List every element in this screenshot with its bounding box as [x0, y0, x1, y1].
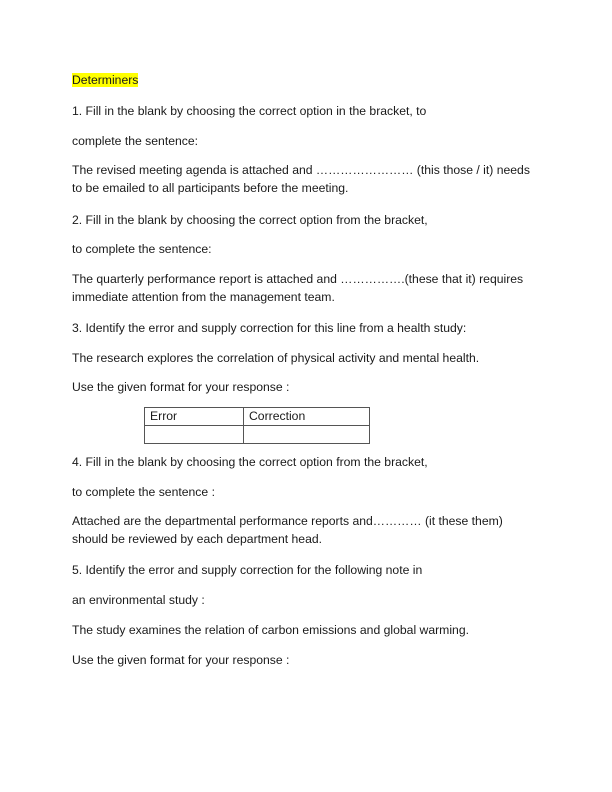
q5-instruction-line2: an environmental study : [72, 593, 205, 607]
error-cell[interactable] [145, 426, 244, 444]
q3-format-note: Use the given format for your response : [72, 380, 290, 394]
q2-instruction-line2: to complete the sentence: [72, 242, 212, 256]
q5-format-note: Use the given format for your response : [72, 653, 290, 667]
table-row [145, 426, 370, 444]
q3-instruction: 3. Identify the error and supply correction for this line from a health study: [72, 321, 467, 335]
correction-cell[interactable] [244, 426, 370, 444]
q2-instruction-line1: 2. Fill in the blank by choosing the correct option from the bracket, [72, 213, 428, 227]
q1-sentence: The revised meeting agenda is attached and …………………… (this those / it) needs to be emailed to all participants before the meeting. [72, 163, 530, 195]
correction-header: Correction [244, 408, 370, 426]
q4-instruction-line2: to complete the sentence : [72, 485, 215, 499]
q5-sentence: The study examines the relation of carbon emissions and global warming. [72, 623, 469, 637]
q4-instruction-line1: 4. Fill in the blank by choosing the correct option from the bracket, [72, 455, 428, 469]
table-row [145, 408, 370, 426]
q3-sentence: The research explores the correlation of physical activity and mental health. [72, 351, 480, 365]
q1-instruction-line2: complete the sentence: [72, 134, 199, 148]
response-table [144, 407, 370, 444]
q5-instruction-line1: 5. Identify the error and supply correction for the following note in [72, 563, 423, 577]
error-header: Error [145, 408, 244, 426]
q2-sentence: The quarterly performance report is attached and …………….(these that it) requires immediate attention from the management team. [72, 272, 524, 304]
q1-instruction-line1: 1. Fill in the blank by choosing the correct option in the bracket, to [72, 104, 427, 118]
q4-sentence: Attached are the departmental performance reports and………… (it these them) should be reviewed by each department head. [72, 514, 503, 546]
heading-determiners: Determiners [72, 73, 139, 87]
